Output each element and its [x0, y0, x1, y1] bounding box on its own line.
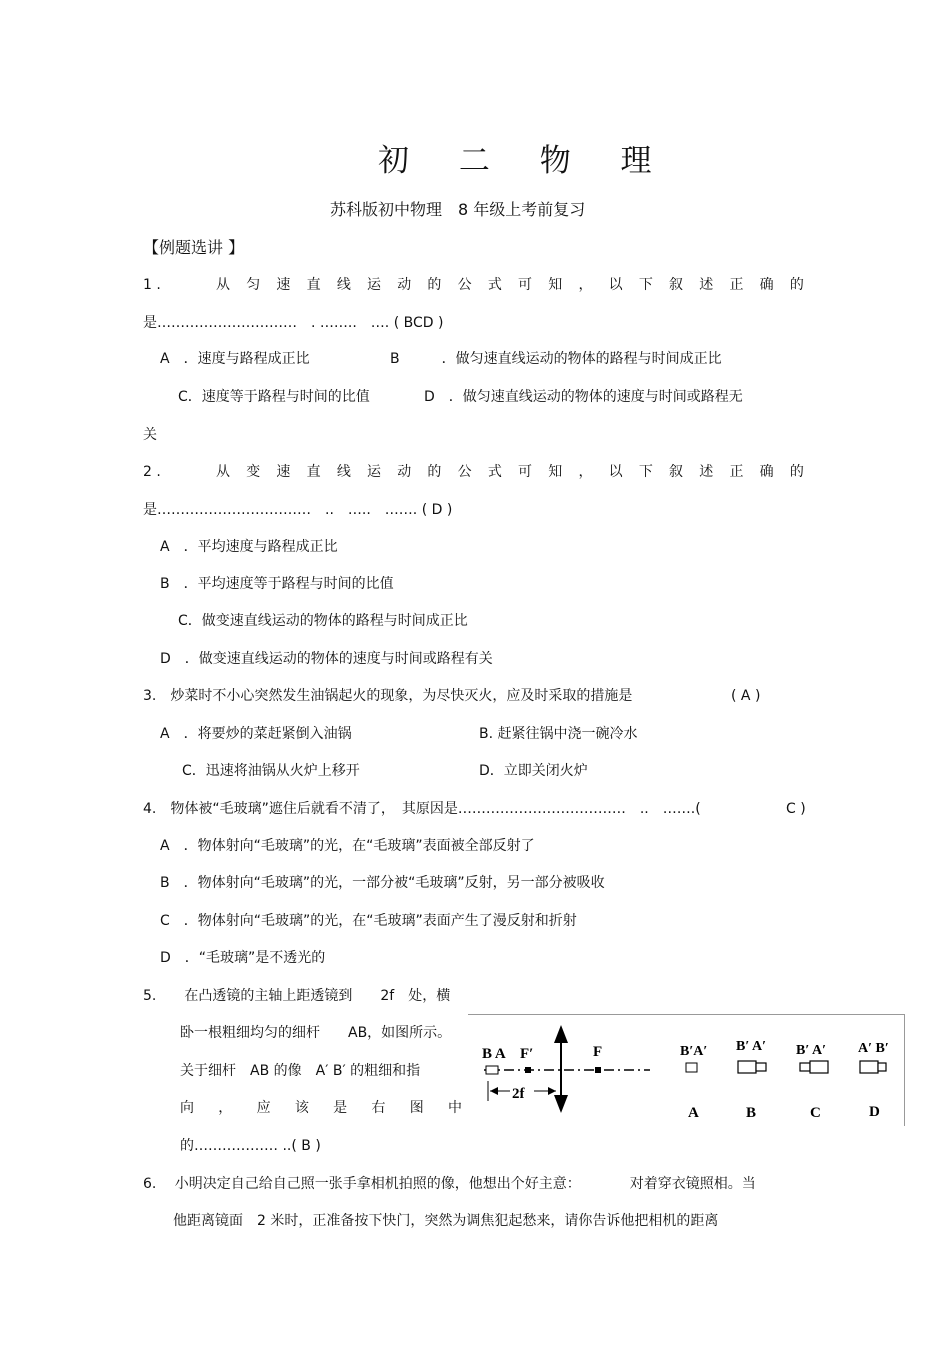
q5-line-1: 5. 在凸透镜的主轴上距透镜到 2f 处，横 — [143, 988, 451, 1004]
q1-stem-cont: 是………………………… . …….. …. ( BCD ) — [143, 315, 444, 331]
q5-line-4 — [180, 1101, 462, 1115]
q5-line-4-char: 图 — [409, 1100, 424, 1116]
q1-stem-char: 下 — [638, 277, 653, 293]
q5-line-4-char: ， — [218, 1100, 233, 1116]
q4-stem: 4. 物体被“毛玻璃”遮住后就看不清了， 其原因是……………………………… .. …….( — [143, 801, 701, 817]
lens-arrow-bottom — [554, 1095, 568, 1113]
option-b-image-narrow — [756, 1063, 766, 1071]
q1-stem-char: 速 — [276, 277, 291, 293]
option-c-label: B′ A′ — [796, 1043, 827, 1058]
q1-stem-char: 线 — [336, 277, 351, 293]
q4-option-b: B ．物体射向“毛玻璃”的光，一部分被“毛玻璃”反射，另一部分被吸收 — [160, 875, 605, 891]
q2-stem-char: 可 — [518, 464, 533, 480]
q2-stem-char: 叙 — [669, 464, 684, 480]
q1-stem-char: 述 — [699, 277, 714, 293]
q1-stem-char: 的 — [789, 277, 804, 293]
q6-line-2: 他距离镜面 2 米时，正准备按下快门，突然为调焦犯起愁来，请你告诉他把相机的距离 — [173, 1213, 719, 1229]
q1-stem-char: 可 — [518, 277, 533, 293]
option-d-image-narrow — [878, 1063, 886, 1071]
option-c-image-narrow — [800, 1063, 810, 1071]
q1-option-a: A ．速度与路程成正比 — [160, 351, 310, 367]
q2-option-b: B ．平均速度等于路程与时间的比值 — [160, 576, 394, 592]
q5-line-4-char: 右 — [371, 1100, 386, 1116]
q5-line-2: 卧一根粗细均匀的细杆 AB，如图所示。 — [180, 1025, 452, 1041]
label-f: F — [593, 1044, 603, 1060]
rod-ab — [486, 1066, 498, 1074]
lens-figure — [468, 1014, 905, 1126]
q2-number: 2 . — [143, 464, 161, 480]
q5-line-4-char: 应 — [256, 1100, 271, 1116]
q2-stem-char: 从 — [216, 464, 230, 480]
option-a-label: B′A′ — [680, 1044, 708, 1059]
q2-stem-char: 直 — [306, 464, 321, 480]
q1-stem-char: 正 — [729, 277, 744, 293]
q3-option-b: B. 赶紧往锅中浇一碗冷水 — [479, 726, 638, 742]
q4-option-a: A ．物体射向“毛玻璃”的光，在“毛玻璃”表面被全部反射了 — [160, 838, 535, 854]
q2-stem-char: 知 — [548, 464, 563, 480]
q2-stem-char: 运 — [367, 464, 382, 480]
q2-stem-char: 以 — [608, 464, 623, 480]
q1-stem-char: 确 — [759, 277, 774, 293]
dim-arrow-left — [490, 1087, 498, 1095]
q1-stem-char: 匀 — [246, 277, 261, 293]
focal-point-right — [595, 1067, 601, 1073]
q3-answer: ( A ) — [731, 688, 761, 704]
q4-answer: C ) — [786, 801, 806, 817]
q2-stem-char: 述 — [699, 464, 714, 480]
q1-number: 1 . — [143, 277, 161, 293]
q2-stem-char: 式 — [487, 464, 502, 480]
q2-stem-char: 变 — [246, 464, 261, 480]
option-c-image-wide — [810, 1061, 828, 1073]
q2-stem-char: 正 — [729, 464, 744, 480]
option-d-image-wide — [860, 1061, 878, 1073]
q2-stem-char: 公 — [457, 464, 472, 480]
lens-diagram — [468, 1015, 904, 1126]
q5-line-3: 关于细杆 AB 的像 A′ B′ 的粗细和指 — [180, 1063, 421, 1079]
q1-stem-char: 直 — [306, 277, 321, 293]
q2-stem-char: ， — [578, 464, 593, 480]
q2-option-c: C．做变速直线运动的物体的路程与时间成正比 — [178, 613, 468, 629]
q5-line-5: 的……………… ..( B ) — [180, 1138, 321, 1154]
q5-line-4-char: 是 — [333, 1100, 348, 1116]
q1-stem-char: 的 — [427, 277, 442, 293]
q2-stem-char: 的 — [789, 464, 804, 480]
option-b-label: B′ A′ — [736, 1039, 767, 1054]
label-2f: 2f — [512, 1086, 525, 1102]
q3-stem: 3. 炒菜时不小心突然发生油锅起火的现象，为尽快灭火，应及时采取的措施是 — [143, 688, 633, 704]
q2-option-d: D ．做变速直线运动的物体的速度与时间或路程有关 — [160, 651, 493, 667]
q1-stem — [216, 278, 804, 292]
option-d-letter: D — [869, 1104, 880, 1120]
q2-stem-cont: 是…………………………… .. ….. ……. ( D ) — [143, 502, 453, 518]
label-ba: B A — [482, 1046, 506, 1062]
lens-arrow-top — [554, 1025, 568, 1043]
q1-option-d: D ．做匀速直线运动的物体的速度与时间或路程无 — [424, 389, 743, 405]
q2-stem-char: 线 — [336, 464, 351, 480]
q2-stem-char: 下 — [638, 464, 653, 480]
q2-stem — [216, 465, 804, 479]
q1-option-b: B ．做匀速直线运动的物体的路程与时间成正比 — [390, 351, 722, 367]
focal-point-left — [525, 1067, 531, 1073]
q2-stem-char: 的 — [427, 464, 442, 480]
q1-option-d-cont: 关 — [143, 427, 157, 443]
page-subtitle: 苏科版初中物理 8 年级上考前复习 — [330, 200, 586, 219]
option-a-letter: A — [688, 1105, 699, 1121]
option-d-label: A′ B′ — [858, 1041, 889, 1056]
q1-stem-char: 运 — [367, 277, 382, 293]
q6-line-1: 6. 小明决定自己给自己照一张手拿相机拍照的像，他想出个好主意： 对着穿衣镜照相。当 — [143, 1176, 756, 1192]
q5-line-4-char: 向 — [180, 1100, 194, 1116]
q1-option-c: C．速度等于路程与时间的比值 — [178, 389, 370, 405]
option-b-image-wide — [738, 1061, 756, 1073]
q1-stem-char: 动 — [397, 277, 412, 293]
q4-option-d: D ．“毛玻璃”是不透光的 — [160, 950, 326, 966]
option-a-image — [686, 1063, 697, 1072]
q1-stem-char: ， — [578, 277, 593, 293]
q1-stem-char: 以 — [608, 277, 623, 293]
dim-arrow-right — [548, 1087, 556, 1095]
q3-option-d: D．立即关闭火炉 — [479, 763, 588, 779]
label-f-prime: F′ — [520, 1046, 534, 1062]
q2-option-a: A ．平均速度与路程成正比 — [160, 539, 338, 555]
page-title: 初 二 物 理 — [378, 143, 672, 179]
q5-line-4-char: 该 — [294, 1100, 309, 1116]
q5-line-4-char: 中 — [447, 1100, 462, 1116]
q1-stem-char: 从 — [216, 277, 230, 293]
q3-option-a: A ．将要炒的菜赶紧倒入油锅 — [160, 726, 352, 742]
option-b-letter: B — [746, 1105, 757, 1121]
q2-stem-char: 速 — [276, 464, 291, 480]
option-c-letter: C — [810, 1105, 821, 1121]
section-heading: 【例题选讲 】 — [143, 238, 245, 257]
q1-stem-char: 式 — [487, 277, 502, 293]
q4-option-c: C ．物体射向“毛玻璃”的光，在“毛玻璃”表面产生了漫反射和折射 — [160, 913, 577, 929]
q2-stem-char: 动 — [397, 464, 412, 480]
q2-stem-char: 确 — [759, 464, 774, 480]
q1-stem-char: 公 — [457, 277, 472, 293]
q3-option-c: C．迅速将油锅从火炉上移开 — [182, 763, 360, 779]
q1-stem-char: 知 — [548, 277, 563, 293]
q1-stem-char: 叙 — [669, 277, 684, 293]
